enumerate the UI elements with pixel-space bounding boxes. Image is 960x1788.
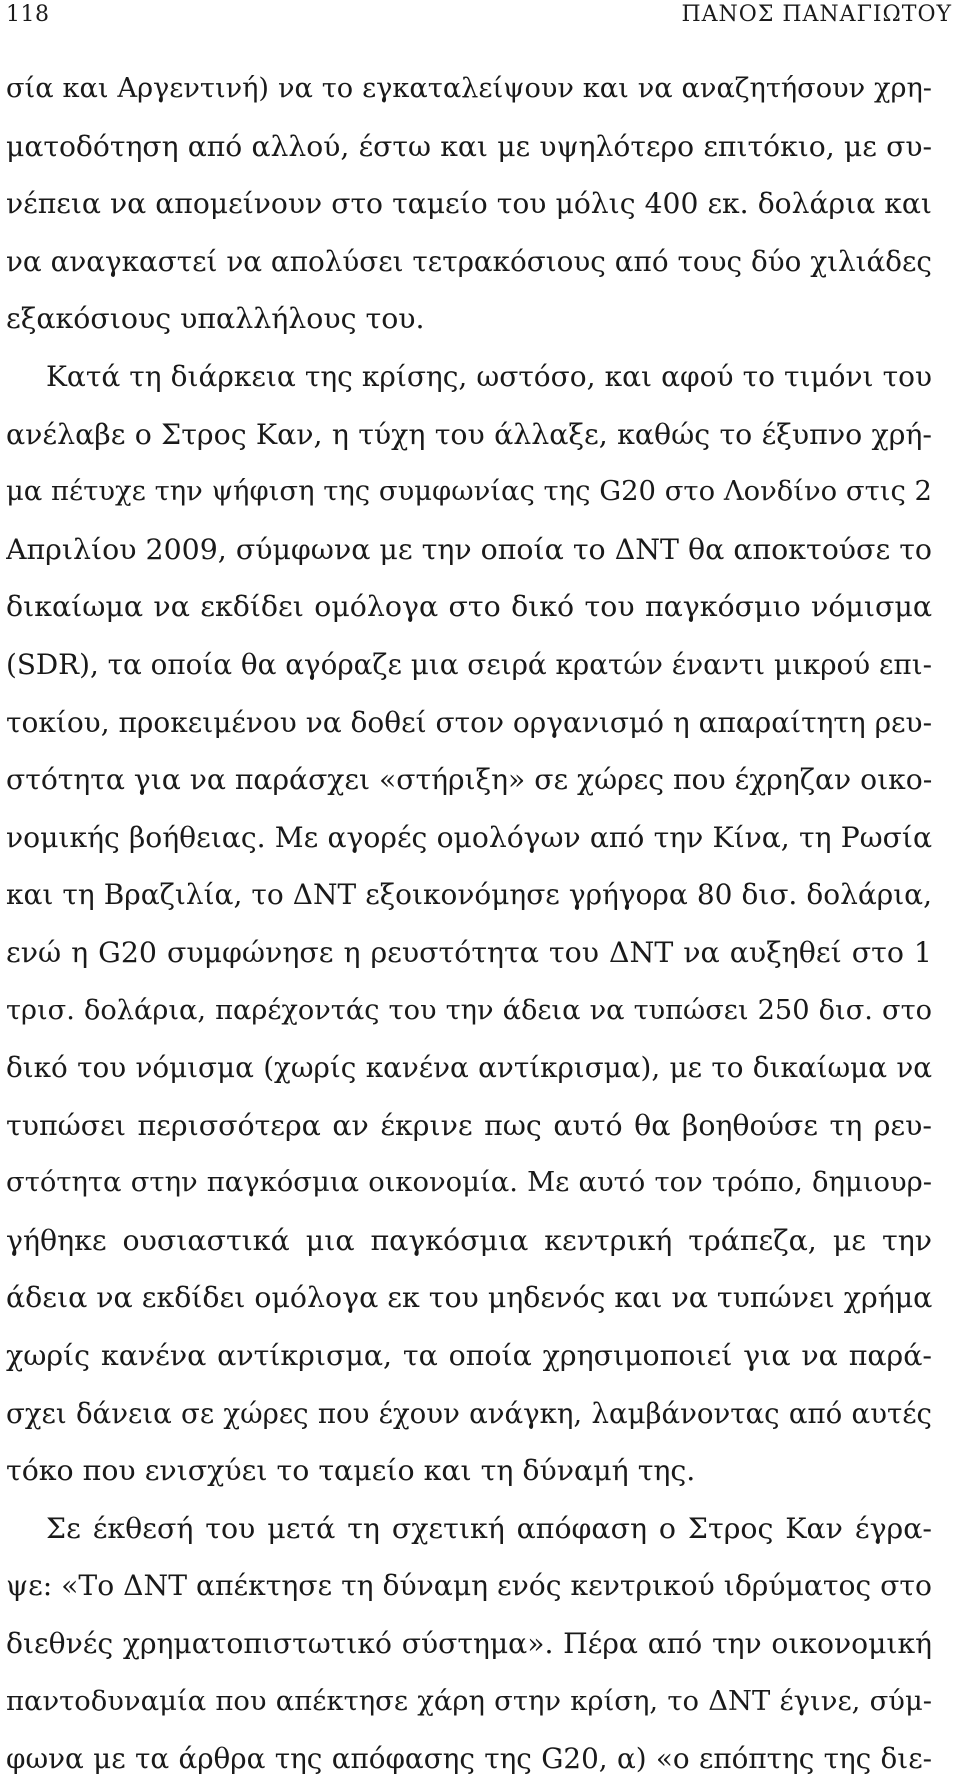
text-line: ματοδότηση από αλλού, έστω και με υψηλότερο επιτόκιο, με συ- (6, 129, 932, 163)
page-header (0, 2, 960, 32)
text-line: ενώ η G20 συμφώνησε η ρευστότητα του ΔΝΤ να αυξηθεί στο 1 (6, 935, 932, 969)
text-line: και τη Βραζιλία, το ΔΝΤ εξοικονόμησε γρήγορα 80 δισ. δολάρια, (6, 878, 932, 912)
text-line: Σε έκθεσή του μετά τη σχετική απόφαση ο Στρος Καν έγρα- (46, 1511, 932, 1545)
text-line: στότητα για να παράσχει «στήριξη» σε χώρες που έχρηζαν οικο- (6, 763, 932, 797)
text-line: σχει δάνεια σε χώρες που έχουν ανάγκη, λαμβάνοντας από αυτές (6, 1396, 932, 1430)
text-line: τυπώσει περισσότερα αν έκρινε πως αυτό θα βοηθούσε τη ρευ- (6, 1108, 932, 1142)
text-line: (SDR), τα οποία θα αγόραζε μια σειρά κρατών έναντι μικρού επι- (6, 647, 932, 681)
text-line: σία και Αργεντινή) να το εγκαταλείψουν και να αναζητήσουν χρη- (6, 73, 932, 104)
text-line: χωρίς κανένα αντίκρισμα, τα οποία χρησιμοποιεί για να παρά- (6, 1339, 932, 1373)
text-line: δικαίωμα να εκδίδει ομόλογα στο δικό του παγκόσμιο νόμισμα (6, 590, 932, 624)
page-number: 118 (6, 2, 50, 27)
text-line: τρισ. δολάρια, παρέχοντάς του την άδεια να τυπώσει 250 δισ. στο (6, 994, 932, 1026)
text-line: φωνα με τα άρθρα της απόφασης της G20, α) «ο επόπτης της διε- (6, 1742, 932, 1776)
text-line: νομικής βοήθειας. Με αγορές ομολόγων από την Κίνα, τη Ρωσία (6, 820, 932, 854)
text-line: νέπεια να απομείνουν στο ταμείο του μόλις 400 εκ. δολάρια και (6, 187, 932, 221)
text-line: δικό του νόμισμα (χωρίς κανένα αντίκρισμα), με το δικαίωμα να (6, 1051, 932, 1085)
text-line: στότητα στην παγκόσμια οικονομία. Με αυτό τον τρόπο, δημιουρ- (6, 1167, 932, 1199)
text-line: να αναγκαστεί να απολύσει τετρακόσιους από τους δύο χιλιάδες (6, 244, 932, 278)
text-line: Κατά τη διάρκεια της κρίσης, ωστόσο, και αφού το τιμόνι του (46, 359, 932, 393)
text-line: μα πέτυχε την ψήφιση της συμφωνίας της G20 στο Λονδίνο στις 2 (6, 476, 932, 508)
text-line: διεθνές χρηματοπιστωτικό σύστημα». Πέρα από την οικονομική (6, 1627, 932, 1661)
text-line: ανέλαβε ο Στρος Καν, η τύχη του άλλαξε, καθώς το έξυπνο χρή- (6, 417, 932, 451)
text-line: εξακόσιους υπαλλήλους του. (6, 302, 425, 336)
text-line: άδεια να εκδίδει ομόλογα εκ του μηδενός και να τυπώνει χρήμα (6, 1281, 932, 1315)
text-line: ψε: «Το ΔΝΤ απέκτησε τη δύναμη ενός κεντρικού ιδρύματος στο (6, 1569, 932, 1603)
text-line: Απριλίου 2009, σύμφωνα με την οποία το ΔΝΤ θα αποκτούσε το (6, 532, 932, 566)
body-text (6, 60, 932, 1788)
text-line: τόκο που ενισχύει το ταμείο και τη δύναμή της. (6, 1454, 696, 1488)
text-line: γήθηκε ουσιαστικά μια παγκόσμια κεντρική τράπεζα, με την (6, 1223, 932, 1257)
text-line: παντοδυναμία που απέκτησε χάρη στην κρίση, το ΔΝΤ έγινε, σύμ- (6, 1685, 932, 1717)
running-head: ΠΑΝΟΣ ΠΑΝΑΓΙΩΤΟΥ (681, 2, 952, 27)
text-line: τοκίου, προκειμένου να δοθεί στον οργανισμό η απαραίτητη ρευ- (6, 705, 932, 739)
